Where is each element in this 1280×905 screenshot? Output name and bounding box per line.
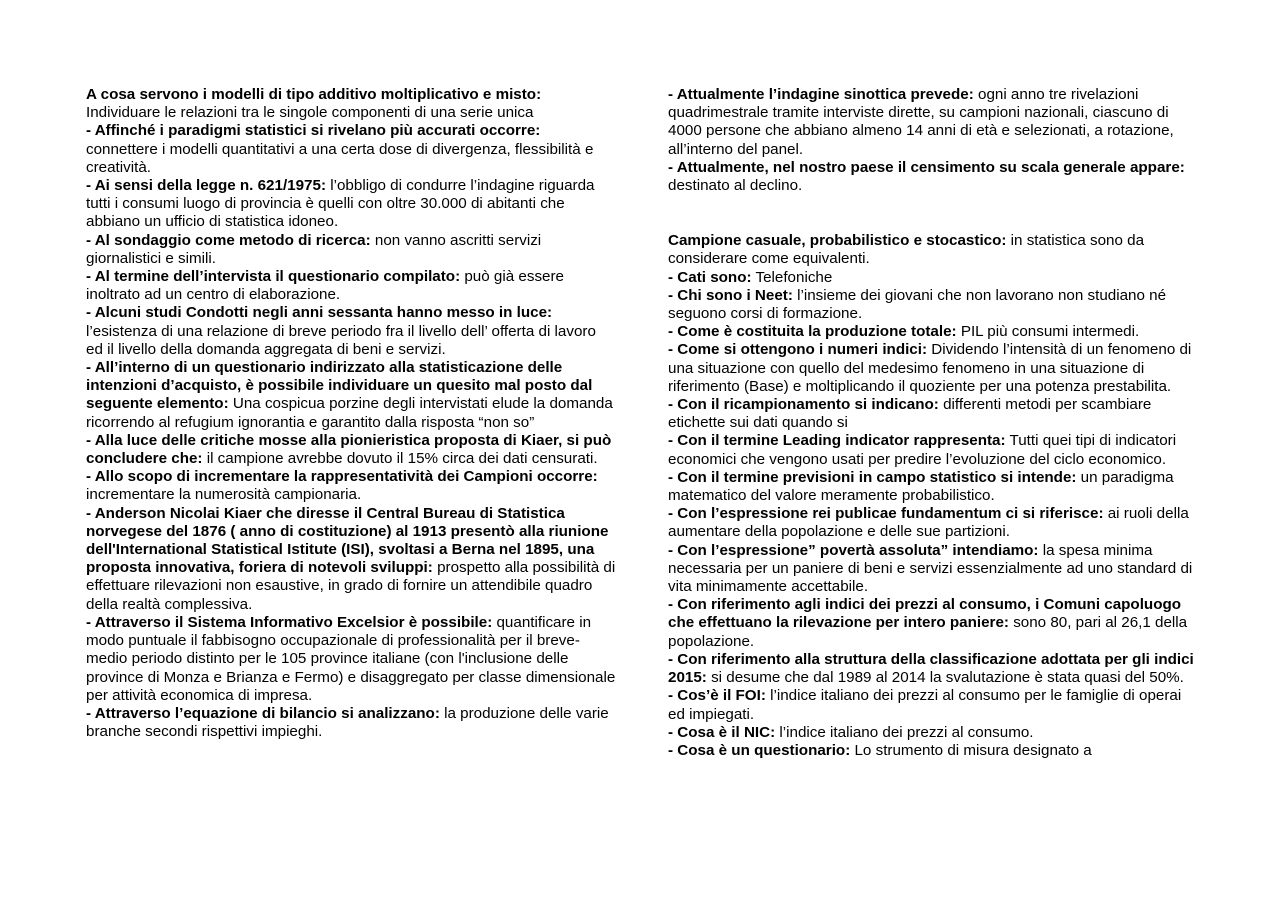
question: - Cos’è il FOI:: [668, 687, 766, 705]
section-gap: [668, 195, 1198, 232]
answer: sono 80, pari al 26,1 della popolazione.: [668, 614, 1188, 650]
question: - Con riferimento alla struttura della classificazione adottata per gli indici 2015:: [668, 650, 1194, 687]
question: - Con l’espressione” povertà assoluta” intendiamo:: [668, 541, 1039, 559]
answer: prospetto alla possibilità di effettuare rilevazioni non esaustive, in grado di fornire un attendibile quadro della realtà complessiva.: [86, 559, 616, 613]
question: - Allo scopo di incrementare la rappresentatività dei Campioni occorre:: [86, 468, 598, 486]
qa-entry: [668, 724, 1198, 742]
question: - Chi sono i Neet:: [668, 286, 793, 304]
qa-entry: [668, 432, 1198, 468]
qa-entry: [668, 159, 1198, 195]
question: - Come è costituita la produzione totale:: [668, 323, 957, 341]
qa-entry: [668, 542, 1198, 597]
question: - Cati sono:: [668, 268, 752, 286]
qa-entry: [668, 469, 1198, 505]
qa-entry: [668, 341, 1198, 396]
answer: può già essere inoltrato ad un centro di elaborazione.: [86, 268, 564, 304]
answer: Individuare le relazioni tra le singole componenti di una serie unica: [86, 104, 534, 122]
answer: non vanno ascritti servizi giornalistici e simili.: [86, 231, 542, 267]
answer: differenti metodi per scambiare etichette sui dati quando si: [668, 396, 1152, 432]
answer: l’obbligo di condurre l’indagine riguarda tutti i consumi luogo di provincia è quelli con oltre 30.000 di abitanti che abbiano un ufficio di statistica idoneo.: [86, 177, 595, 231]
answer: il campione avrebbe dovuto il 15% circa dei dati censurati.: [202, 450, 598, 468]
question: - Cosa è il NIC:: [668, 723, 776, 741]
question: Campione casuale, probabilistico e stocastico:: [668, 232, 1007, 250]
qa-entry: [86, 614, 616, 705]
answer: in statistica sono da considerare come equivalenti.: [668, 232, 1145, 268]
question: - Con il ricampionamento si indicano:: [668, 396, 939, 414]
qa-entry: [86, 432, 616, 468]
question: A cosa servono i modelli di tipo additivo moltiplicativo e misto:: [86, 86, 542, 103]
right-column: [668, 86, 1198, 760]
answer: Telefoniche: [751, 268, 833, 286]
question: - Ai sensi della legge n. 621/1975:: [86, 177, 327, 195]
answer: l’insieme dei giovani che non lavorano non studiano né seguono corsi di formazione.: [668, 286, 1167, 323]
qa-entry: [86, 359, 616, 432]
qa-entry: [86, 705, 616, 741]
question: - Attraverso il Sistema Informativo Excelsior è possibile:: [86, 613, 493, 631]
qa-entry: [668, 86, 1198, 159]
question: - Con riferimento agli indici dei prezzi al consumo, i Comuni capoluogo che effettuano la rilevazione per intero paniere:: [668, 596, 1182, 632]
qa-entry: [668, 287, 1198, 323]
qa-entry: [668, 651, 1198, 687]
qa-entry: [86, 268, 616, 304]
question: - Alla luce delle critiche mosse alla pionieristica proposta di Kiaer, si può concludere che:: [86, 431, 612, 468]
qa-entry: [668, 232, 1198, 268]
qa-entry: [86, 122, 616, 177]
question: - Come si ottengono i numeri indici:: [668, 341, 928, 359]
qa-entry: [86, 232, 616, 268]
qa-entry: [86, 177, 616, 232]
answer: connettere i modelli quantitativi a una certa dose di divergenza, flessibilità e creatività.: [86, 140, 594, 176]
left-column: [86, 86, 616, 741]
question: - Al termine dell’intervista il questionario compilato:: [86, 268, 461, 286]
qa-entry: [668, 687, 1198, 723]
question: - Con il termine previsioni in campo statistico si intende:: [668, 468, 1077, 486]
question: - Attraverso l’equazione di bilancio si analizzano:: [86, 704, 440, 722]
qa-entry: [668, 323, 1198, 341]
qa-entry: [668, 596, 1198, 651]
answer: la produzione delle varie branche secondi rispettivi impieghi.: [86, 704, 609, 741]
question: - Cosa è un questionario:: [668, 741, 851, 759]
question: - Attualmente l’indagine sinottica prevede:: [668, 86, 974, 103]
qa-entry: [668, 505, 1198, 541]
answer: l’indice italiano dei prezzi al consumo.: [775, 723, 1034, 741]
answer: la spesa minima necessaria per un paniere di beni e servizi essenzialmente ad uno standard di vita minimamente accettabile.: [668, 541, 1193, 596]
answer: Dividendo l’intensità di un fenomeno di una situazione con quello del medesimo fenomeno in una situazione di riferimento (Base) e moltiplicando il quoziente per una potenza prestabilita.: [668, 341, 1192, 395]
qa-entry: [668, 269, 1198, 287]
qa-entry: [86, 86, 616, 122]
answer: ai ruoli della aumentare della popolazione e delle sue partizioni.: [668, 505, 1189, 541]
qa-entry: [668, 742, 1198, 760]
question: - Con il termine Leading indicator rappresenta:: [668, 432, 1006, 450]
qa-entry: [86, 505, 616, 614]
answer: un paradigma matematico del valore meramente probabilistico.: [668, 468, 1174, 505]
answer: incrementare la numerosità campionaria.: [86, 486, 362, 504]
answer: Una cospicua porzine degli intervistati elude la domanda ricorrendo al refugium ignorantia e garantito dalla risposta “non so”: [86, 395, 613, 431]
question: - Con l’espressione rei publicae fundamentum ci si riferisce:: [668, 505, 1104, 523]
qa-entry: [86, 304, 616, 359]
question: - Affinché i paradigmi statistici si rivelano più accurati occorre:: [86, 122, 541, 140]
question: - Alcuni studi Condotti negli anni sessanta hanno messo in luce:: [86, 304, 553, 322]
qa-entry: [86, 468, 616, 504]
question: - Al sondaggio come metodo di ricerca:: [86, 231, 371, 249]
qa-entry: [668, 396, 1198, 432]
answer: PIL più consumi intermedi.: [956, 323, 1140, 341]
question: - All’interno di un questionario indirizzato alla statisticazione delle intenzioni d’acquisto, è possibile individuare un quesito mal posto dal seguente elemento:: [86, 359, 593, 413]
answer: destinato al declino.: [668, 177, 803, 195]
question: - Attualmente, nel nostro paese il censimento su scala generale appare:: [668, 158, 1185, 176]
answer: l’esistenza di una relazione di breve periodo fra il livello dell’ offerta di lavoro ed il livello della domanda aggregata di beni e servizi.: [86, 322, 596, 358]
question: - Anderson Nicolai Kiaer che diresse il Central Bureau di Statistica norvegese del 1876 ( anno di costituzione) al 1913 presentò alla riunione dell'International Statistical Istitute (ISI), svoltasi a Berna nel 1895, una proposta innovativa, foriera di notevoli sviluppi:: [86, 504, 609, 577]
answer: ogni anno tre rivelazioni quadrimestrale tramite interviste dirette, su campioni nazionali, ciascuno di 4000 persone che abbiano almeno 14 anni di età e selezionati, a rotazione, all’interno del panel.: [668, 86, 1174, 158]
answer: Lo strumento di misura designato a: [850, 741, 1092, 759]
answer: quantificare in modo puntuale il fabbisogno occupazionale di professionalità per il breve- medio periodo distinto per le 105 province italiane (con l'inclusione delle province di Monza e Brianza e Fermo) e disaggregato per classe dimensionale per attività economica di impresa.: [86, 613, 616, 704]
answer: si desume che dal 1989 al 2014 la svalutazione è stata quasi del 50%.: [706, 669, 1184, 687]
answer: l’indice italiano dei prezzi al consumo per le famiglie di operai ed impiegati.: [668, 687, 1182, 723]
answer: Tutti quei tipi di indicatori economici che vengono usati per predire l’evoluzione del ciclo economico.: [668, 432, 1177, 468]
